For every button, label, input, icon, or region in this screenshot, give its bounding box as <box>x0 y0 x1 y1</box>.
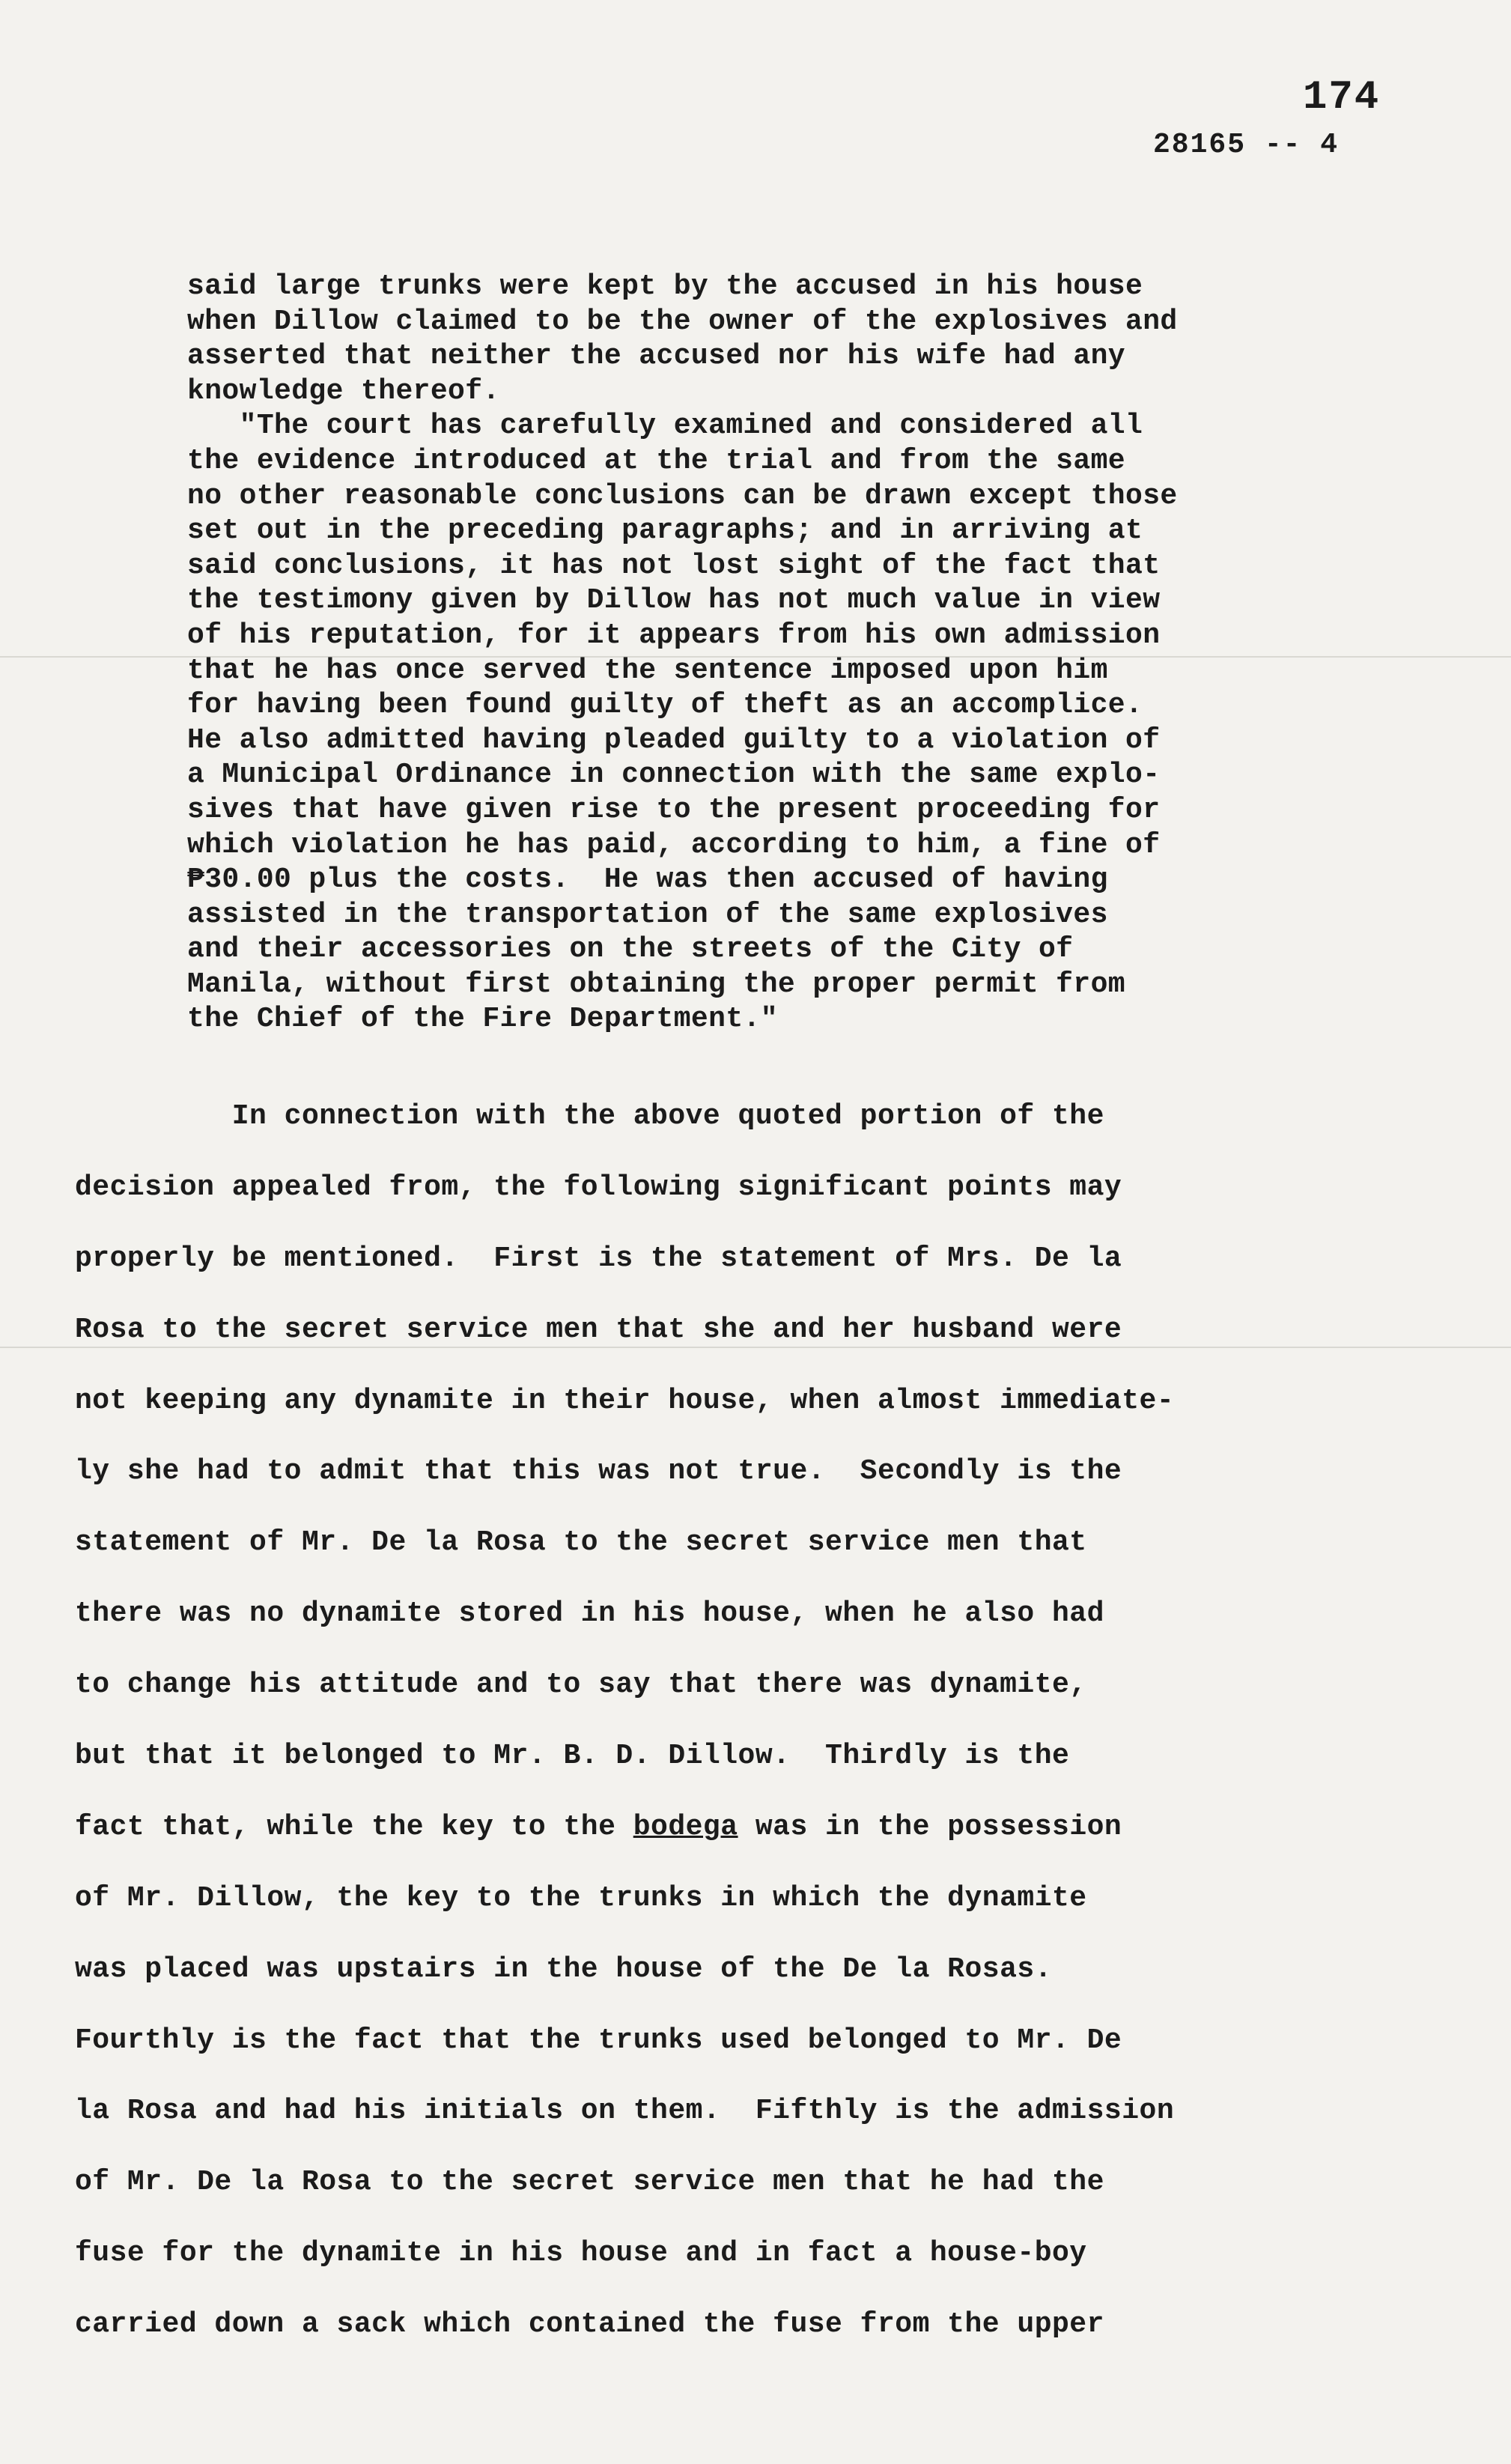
quote-line: the testimony given by Dillow has not much value in view <box>187 584 1161 617</box>
quote-line: the Chief of the Fire Department." <box>187 1003 778 1036</box>
body-line: Rosa to the secret service men that she and her husband were <box>75 1313 1122 1346</box>
body-line: properly be mentioned. First is the statement of Mrs. De la <box>75 1242 1122 1275</box>
body-text-segment: fact that, while the key to the <box>75 1810 633 1843</box>
body-line: of Mr. Dillow, the key to the trunks in which the dynamite <box>75 1881 1087 1914</box>
quote-line: sives that have given rise to the present proceeding for <box>187 793 1161 826</box>
body-line <box>75 1792 1468 1863</box>
body-paragraph <box>75 1081 1468 2361</box>
body-line: of Mr. De la Rosa to the secret service men that he had the <box>75 2166 1104 2199</box>
body-line: Fourthly is the fact that the trunks used belonged to Mr. De <box>75 2024 1122 2057</box>
body-line: la Rosa and had his initials on them. Fifthly is the admission <box>75 2095 1175 2128</box>
quote-line: ₱30.00 plus the costs. He was then accused of having <box>187 864 1108 896</box>
body-text-segment: was in the possession <box>738 1810 1122 1843</box>
body-line: there was no dynamite stored in his house, when he also had <box>75 1597 1104 1630</box>
quote-line: said large trunks were kept by the accused in his house <box>187 270 1143 303</box>
quote-line: for having been found guilty of theft as an accomplice. <box>187 689 1143 722</box>
body-line: decision appealed from, the following significant points may <box>75 1171 1122 1204</box>
body-line: but that it belonged to Mr. B. D. Dillow. Thirdly is the <box>75 1740 1070 1773</box>
body-line: was placed was upstairs in the house of the De la Rosas. <box>75 1952 1053 1985</box>
quote-line: of his reputation, for it appears from his own admission <box>187 619 1161 652</box>
case-number: 28165 -- 4 <box>1153 129 1340 161</box>
quote-line: which violation he has paid, according to him, a fine of <box>187 828 1161 861</box>
body-line: fuse for the dynamite in his house and in fact a house-boy <box>75 2237 1087 2270</box>
quote-line: Manila, without first obtaining the proper permit from <box>187 968 1125 1001</box>
quote-line: knowledge thereof. <box>187 374 500 407</box>
quote-line: that he has once served the sentence imposed upon him <box>187 654 1108 687</box>
body-line: carried down a sack which contained the fuse from the upper <box>75 2308 1104 2341</box>
body-line: not keeping any dynamite in their house, when almost immediate- <box>75 1384 1175 1417</box>
quote-line: said conclusions, it has not lost sight of the fact that <box>187 549 1161 582</box>
quote-line: a Municipal Ordinance in connection with the same explo- <box>187 759 1161 792</box>
underlined-term-bodega: bodega <box>633 1810 738 1843</box>
quote-line: the evidence introduced at the trial and from the same <box>187 444 1125 477</box>
quote-line: He also admitted having pleaded guilty to a violation of <box>187 723 1161 756</box>
folio-number: 174 <box>1303 75 1381 121</box>
quoted-block <box>187 270 1430 1037</box>
quote-line: asserted that neither the accused nor his wife had any <box>187 340 1125 373</box>
quote-line: assisted in the transportation of the same explosives <box>187 898 1108 931</box>
body-line: statement of Mr. De la Rosa to the secret service men that <box>75 1526 1087 1559</box>
quote-line: when Dillow claimed to be the owner of the explosives and <box>187 305 1178 338</box>
quote-line: no other reasonable conclusions can be drawn except those <box>187 479 1178 512</box>
body-line: ly she had to admit that this was not true. Secondly is the <box>75 1455 1122 1488</box>
body-line: In connection with the above quoted portion of the <box>75 1100 1104 1132</box>
quote-line: and their accessories on the streets of the City of <box>187 933 1074 966</box>
body-line: to change his attitude and to say that there was dynamite, <box>75 1669 1087 1702</box>
quote-line: "The court has carefully examined and considered all <box>187 410 1143 443</box>
quote-line: set out in the preceding paragraphs; and in arriving at <box>187 515 1143 547</box>
